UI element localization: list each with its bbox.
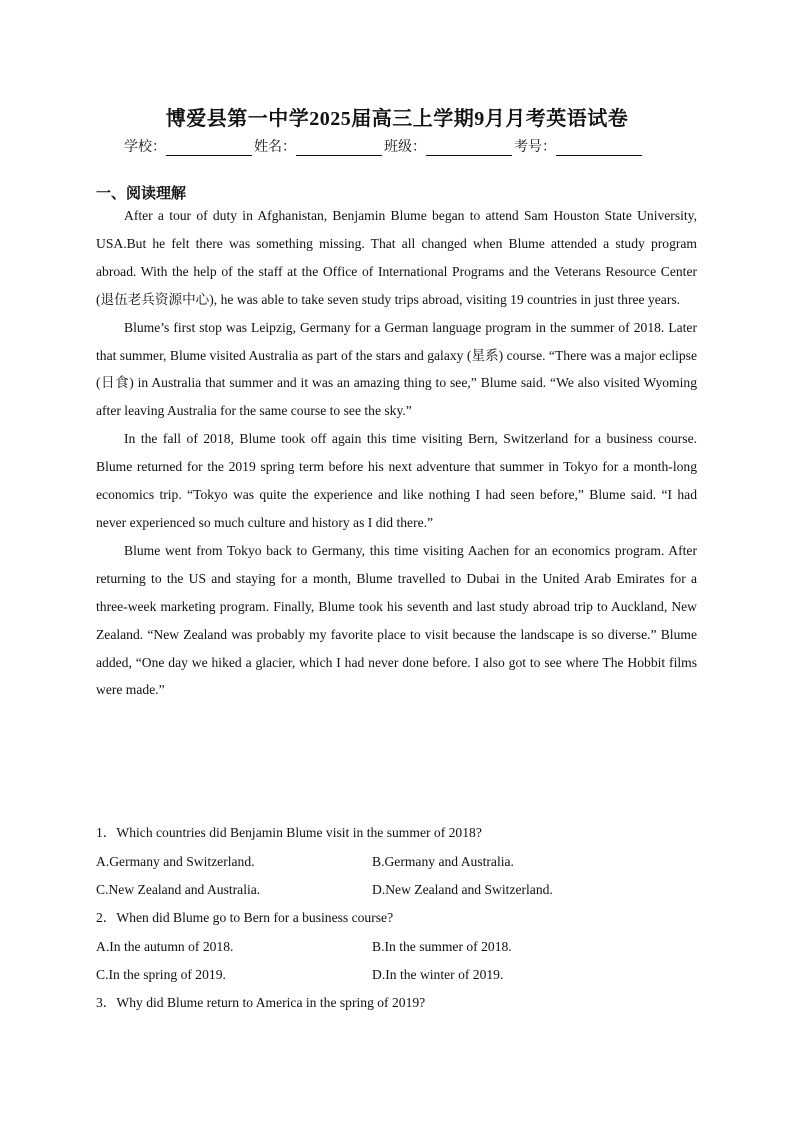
question-stem: 3．Why did Blume return to America in the spring of 2019? — [96, 995, 426, 1010]
class-blank[interactable] — [426, 139, 512, 156]
option-d[interactable]: D.In the winter of 2019. — [372, 967, 504, 982]
option-d[interactable]: D.New Zealand and Switzerland. — [372, 882, 553, 897]
passage-paragraph: Blume’s first stop was Leipzig, Germany for a German language program in the summer of 2018. Later that summer, Blume visited Australia as part of the stars and galaxy (星系) course. “There was a major eclipse (日食) in Australia that summer and it was an amazing thing to see,” Blume said. “We also visited Wyoming after leaving Australia for the same course to see the sky.” — [96, 319, 697, 419]
section-heading: 一、阅读理解 — [96, 186, 187, 202]
exam-number-blank[interactable] — [556, 139, 642, 156]
option-a[interactable]: A.Germany and Switzerland. — [96, 854, 255, 869]
option-b[interactable]: B.In the summer of 2018. — [372, 939, 512, 954]
reading-passage — [96, 202, 697, 704]
name-blank[interactable] — [296, 139, 382, 156]
question-options — [96, 848, 697, 904]
class-label: 班级： — [384, 140, 426, 155]
exam-title: 博爱县第一中学2025届高三上学期9月月考英语试卷 — [165, 108, 629, 130]
question-2 — [96, 904, 697, 989]
option-c[interactable]: C.New Zealand and Australia. — [96, 882, 261, 897]
school-label: 学校： — [124, 140, 166, 155]
option-c[interactable]: C.In the spring of 2019. — [96, 967, 226, 982]
student-info-row — [124, 136, 644, 156]
question-stem: 2．When did Blume go to Bern for a business course? — [96, 910, 394, 925]
option-a[interactable]: A.In the autumn of 2018. — [96, 939, 234, 954]
passage-paragraph: In the fall of 2018, Blume took off again this time visiting Bern, Switzerland for a business course. Blume returned for the 2019 spring term before his next adventure that summer in Tokyo for a month-long economics trip. “Tokyo was quite the experience and like nothing I had seen before,” Blume said. “I had never experienced so much culture and history as I did there.” — [96, 431, 697, 530]
school-blank[interactable] — [166, 139, 252, 156]
question-options — [96, 933, 697, 989]
question-list — [96, 819, 697, 1018]
passage-paragraph: After a tour of duty in Afghanistan, Benjamin Blume began to attend Sam Houston State University, USA.But he felt there was something missing. That all changed when Blume attended a study program abroad. With the help of the staff at the Office of International Programs and the Veterans Resource Center (退伍老兵资源中心), he was able to take seven study trips abroad, visiting 19 countries in just three years. — [96, 208, 697, 307]
passage-paragraph: Blume went from Tokyo back to Germany, this time visiting Aachen for an economics program. After returning to the US and staying for a month, Blume travelled to Dubai in the United Arab Emirates for a three-week marketing program. Finally, Blume took his seventh and last study abroad trip to Auckland, New Zealand. “New Zealand was probably my favorite place to visit because the landscape is so diverse.” Blume added, “One day we hiked a glacier, which I had never done before. I also got to see where The Hobbit films were made.” — [96, 542, 697, 698]
name-label: 姓名： — [254, 140, 296, 155]
question-3 — [96, 989, 697, 1018]
option-b[interactable]: B.Germany and Australia. — [372, 854, 514, 869]
question-stem: 1．Which countries did Benjamin Blume visit in the summer of 2018? — [96, 825, 482, 840]
question-1 — [96, 819, 697, 904]
exam-number-label: 考号： — [514, 140, 556, 155]
